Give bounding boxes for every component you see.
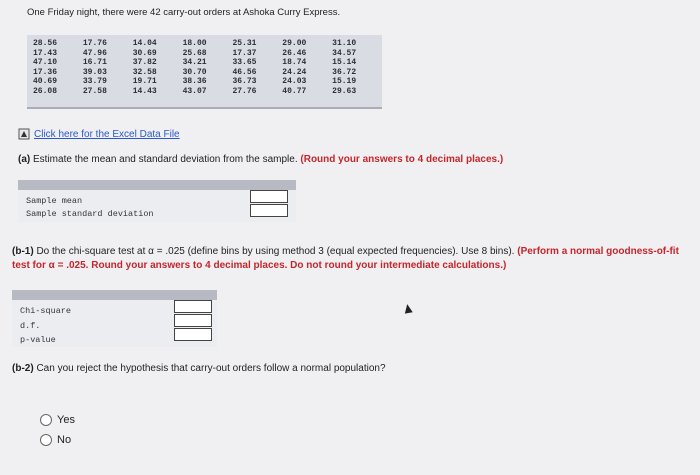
table-column [332, 39, 382, 96]
table-cell: 36.73 [232, 77, 257, 86]
option-label: Yes [57, 414, 75, 426]
table-cell: 14.43 [132, 86, 157, 96]
table-cell: 33.79 [82, 77, 107, 86]
table-cell: 26.08 [33, 86, 58, 96]
table-cell: 29.00 [282, 39, 307, 48]
table-column [83, 39, 133, 96]
radio-button-icon[interactable] [40, 414, 52, 426]
document-icon [18, 128, 30, 140]
df-input[interactable] [174, 314, 212, 327]
table-cell: 26.46 [282, 48, 307, 58]
table-cell: 19.71 [132, 77, 157, 86]
question-a: (a) Estimate the mean and standard deviation from the sample. (Round your answers to 4 decimal places.) [18, 154, 504, 165]
table-cell: 17.37 [232, 48, 257, 58]
table-cell: 38.36 [182, 77, 207, 86]
table-cell: 25.68 [182, 48, 207, 58]
question-b2: (b-2) Can you reject the hypothesis that carry-out orders follow a normal population? [12, 363, 386, 374]
table-cell: 36.72 [332, 67, 357, 77]
table-column [133, 39, 183, 96]
table-cell: 47.10 [33, 58, 58, 67]
label-chi-square: Chi-square [20, 306, 72, 316]
table-cell: 17.36 [33, 67, 58, 77]
table-cell: 34.21 [182, 58, 207, 67]
table-cell: 18.00 [182, 39, 207, 48]
table-cell: 47.96 [82, 48, 107, 58]
table-cell: 30.70 [182, 67, 207, 77]
table-cell: 32.58 [132, 67, 157, 77]
table-cell: 39.03 [82, 67, 107, 77]
panel-header [12, 290, 217, 300]
table-cell: 15.19 [332, 77, 357, 86]
problem-intro: One Friday night, there were 42 carry-out orders at Ashoka Curry Express. [27, 7, 341, 18]
table-cell: 31.10 [332, 39, 357, 48]
question-b1: (b-1) Do the chi-square test at α = .025 (define bins by using method 3 (equal expected frequencies). Use 8 bins). (Perform a normal goodness-of-fit test for α = .025. Round your answers to 4 decimal places. Do not round your intermediate calculations.) [12, 246, 679, 271]
p-value-input[interactable] [174, 328, 212, 341]
table-cell: 15.14 [332, 58, 357, 67]
table-column [183, 39, 233, 96]
table-cell: 17.43 [33, 48, 58, 58]
table-cell: 14.04 [132, 39, 157, 48]
radio-button-icon[interactable] [40, 434, 52, 446]
chi-square-input[interactable] [174, 300, 212, 313]
option-yes[interactable] [40, 414, 75, 426]
label-sample-mean: Sample mean [26, 196, 83, 206]
table-cell: 18.74 [282, 58, 307, 67]
table-column [33, 39, 83, 96]
option-no[interactable] [40, 434, 71, 446]
table-cell: 25.31 [232, 39, 257, 48]
table-cell: 27.58 [82, 86, 107, 96]
label-sample-sd: Sample standard deviation [26, 209, 154, 219]
table-cell: 16.71 [82, 58, 107, 67]
data-table [27, 35, 382, 109]
table-cell: 28.56 [33, 39, 58, 48]
table-cell: 30.69 [132, 48, 157, 58]
table-cell: 37.82 [132, 58, 157, 67]
option-label: No [57, 434, 72, 446]
table-cell: 40.77 [282, 86, 307, 96]
table-cell: 24.24 [282, 67, 307, 77]
table-column [282, 39, 332, 96]
sample-mean-input[interactable] [250, 190, 288, 203]
table-cell: 34.57 [332, 48, 357, 58]
table-cell: 24.03 [282, 77, 307, 86]
table-cell: 43.07 [182, 86, 207, 96]
table-cell: 27.76 [232, 86, 257, 96]
table-cell: 33.65 [232, 58, 257, 67]
table-cell: 46.56 [232, 67, 257, 77]
label-df: d.f. [20, 321, 41, 331]
panel-header [18, 180, 296, 190]
table-cell: 29.63 [332, 86, 357, 96]
excel-data-link[interactable] [18, 128, 180, 140]
table-column [232, 39, 282, 96]
mouse-cursor-icon [403, 303, 412, 313]
excel-link-text[interactable]: Click here for the Excel Data File [34, 128, 180, 140]
label-p-value: p-value [20, 335, 56, 345]
table-cell: 40.69 [33, 77, 58, 86]
sample-sd-input[interactable] [250, 204, 288, 217]
table-cell: 17.76 [82, 39, 107, 48]
